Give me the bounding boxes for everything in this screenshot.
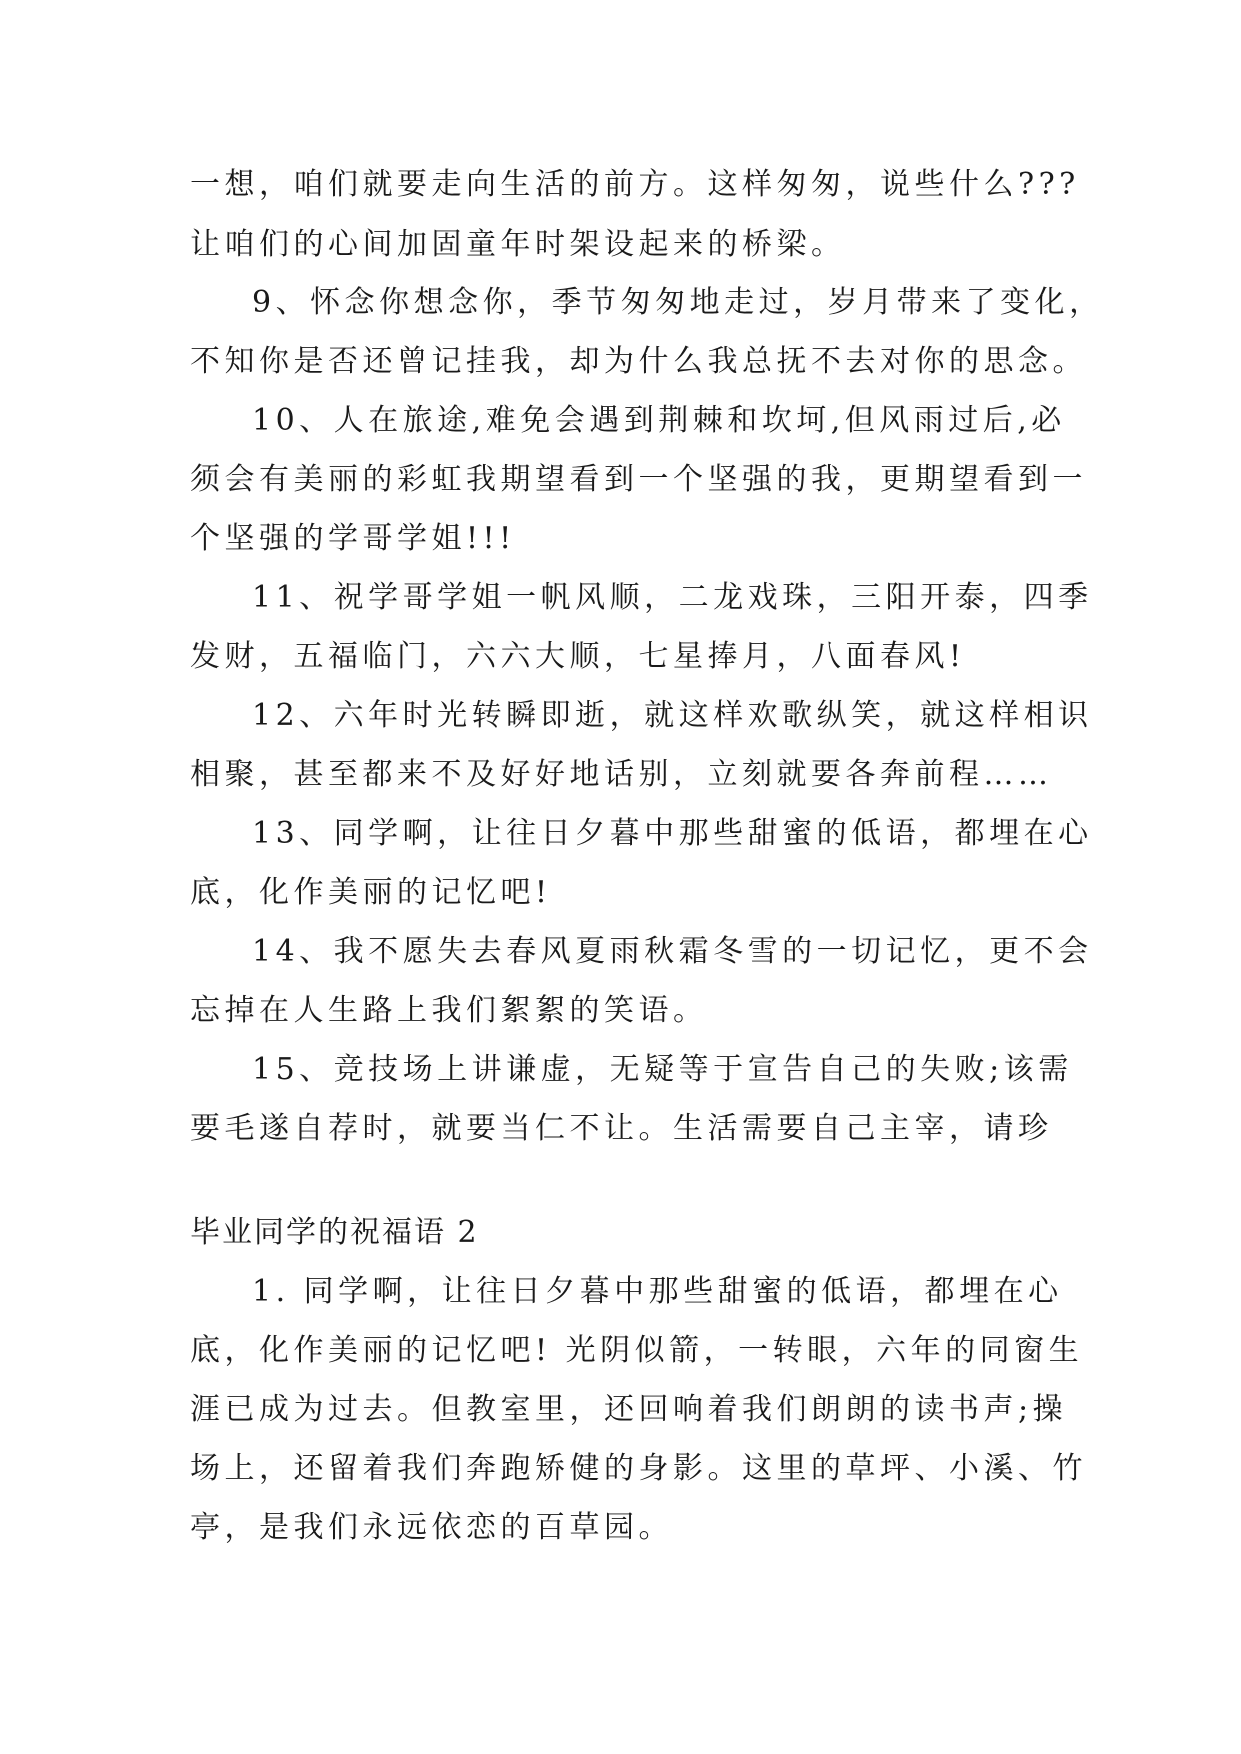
paragraph-line: 14、我不愿失去春风夏雨秋霜冬雪的一切记忆，更不会: [252, 934, 1093, 969]
paragraph-line: 发财，五福临门，六六大顺，七星捧月，八面春风!: [190, 639, 966, 674]
paragraph-line: 涯已成为过去。但教室里，还回响着我们朗朗的读书声;操: [190, 1392, 1068, 1427]
section-title: 毕业同学的祝福语 2: [190, 1215, 479, 1250]
paragraph-line: 忘掉在人生路上我们絮絮的笑语。: [190, 993, 708, 1028]
paragraph-line: 让咱们的心间加固童年时架设起来的桥梁。: [190, 227, 846, 262]
paragraph-line: 1. 同学啊，让往日夕暮中那些甜蜜的低语，都埋在心: [252, 1274, 1063, 1309]
paragraph-line: 个坚强的学哥学姐!!!: [190, 521, 516, 556]
paragraph-line: 相聚，甚至都来不及好好地话别，立刻就要各奔前程……: [190, 757, 1053, 792]
paragraph-line: 13、同学啊，让往日夕暮中那些甜蜜的低语，都埋在心: [252, 816, 1093, 851]
paragraph-line: 场上，还留着我们奔跑矫健的身影。这里的草坪、小溪、竹: [190, 1451, 1087, 1486]
paragraph-line: 须会有美丽的彩虹我期望看到一个坚强的我，更期望看到一: [190, 462, 1087, 497]
paragraph-line: 10、人在旅途,难免会遇到荆棘和坎坷,但风雨过后,必: [252, 403, 1066, 438]
paragraph-line: 底，化作美丽的记忆吧! 光阴似箭，一转眼，六年的同窗生: [190, 1333, 1084, 1368]
paragraph-line: 11、祝学哥学姐一帆风顺，二龙戏珠，三阳开泰，四季: [252, 580, 1093, 615]
paragraph-line: 不知你是否还曾记挂我，却为什么我总抚不去对你的思念。: [190, 344, 1087, 379]
paragraph-line: 一想，咱们就要走向生活的前方。这样匆匆，说些什么???: [190, 167, 1080, 202]
paragraph-line: 15、竞技场上讲谦虚，无疑等于宣告自己的失败;该需: [252, 1052, 1073, 1087]
paragraph-line: 要毛遂自荐时，就要当仁不让。生活需要自己主宰，请珍: [190, 1111, 1053, 1146]
paragraph-line: 亭，是我们永远依恋的百草园。: [190, 1510, 673, 1545]
paragraph-line: 12、六年时光转瞬即逝，就这样欢歌纵笑，就这样相识: [252, 698, 1093, 733]
paragraph-line: 9、怀念你想念你，季节匆匆地走过，岁月带来了变化，: [252, 285, 1104, 320]
paragraph-line: 底，化作美丽的记忆吧!: [190, 875, 552, 910]
